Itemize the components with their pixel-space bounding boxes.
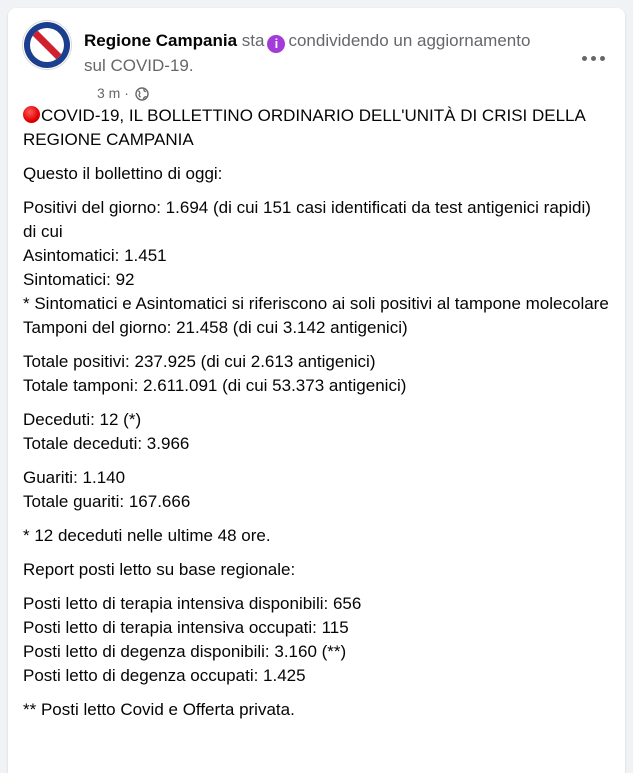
- post-intro: Questo il bollettino di oggi:: [23, 164, 223, 183]
- post-card: [8, 8, 625, 773]
- page-avatar[interactable]: [22, 20, 72, 70]
- totali-block: Totale positivi: 237.925 (di cui 2.613 antigenici) Totale tamponi: 2.611.091 (di cui 53.373 antigenici): [23, 352, 407, 395]
- globe-icon: [135, 87, 149, 105]
- deceduti-block: Deceduti: 12 (*) Totale deceduti: 3.966: [23, 410, 190, 453]
- author-name[interactable]: Regione Campania: [84, 31, 238, 50]
- campania-seal-icon: [23, 21, 71, 69]
- post-body: [23, 104, 613, 732]
- post-title-text: COVID-19, IL BOLLETTINO ORDINARIO DELL'UNITÀ DI CRISI DELLA REGIONE CAMPANIA: [23, 106, 585, 149]
- posti-letto-note: ** Posti letto Covid e Offerta privata.: [23, 700, 295, 719]
- activity-text: condividendo un aggiornamento sul COVID-19.: [84, 31, 531, 75]
- meta-separator: ·: [124, 85, 129, 101]
- more-options-icon: [582, 56, 587, 61]
- guariti-block: Guariti: 1.140 Totale guariti: 167.666: [23, 468, 191, 511]
- posti-letto-block: Posti letto di terapia intensiva disponibili: 656 Posti letto di terapia intensiva occupati: 115 Posti letto di degenza disponibili: 3.160 (**) Posti letto di degenza occupati: 1.425: [23, 594, 362, 685]
- report-heading: Report posti letto su base regionale:: [23, 560, 296, 579]
- post-timestamp[interactable]: 3 m: [97, 85, 121, 101]
- more-options-button[interactable]: [576, 40, 612, 76]
- more-options-dot: [600, 56, 605, 61]
- red-circle-icon: [23, 106, 40, 123]
- post-title: [23, 104, 613, 152]
- post-header: [22, 20, 612, 100]
- post-meta: [97, 84, 149, 105]
- positivi-block: Positivi del giorno: 1.694 (di cui 151 casi identificati da test antigenici rapidi) di cui Asintomatici: 1.451 Sintomatici: 92 * Sintomatici e Asintomatici si riferiscono ai soli positivi al tampone molecolare Tamponi del giorno: 21.458 (di cui 3.142 antigenici): [23, 198, 609, 337]
- activity-prefix: sta: [241, 31, 265, 50]
- deceduti-note: * 12 deceduti nelle ultime 48 ore.: [23, 526, 271, 545]
- more-options-dot: [591, 56, 596, 61]
- post-author-line: [84, 28, 534, 78]
- info-icon: i: [267, 35, 285, 53]
